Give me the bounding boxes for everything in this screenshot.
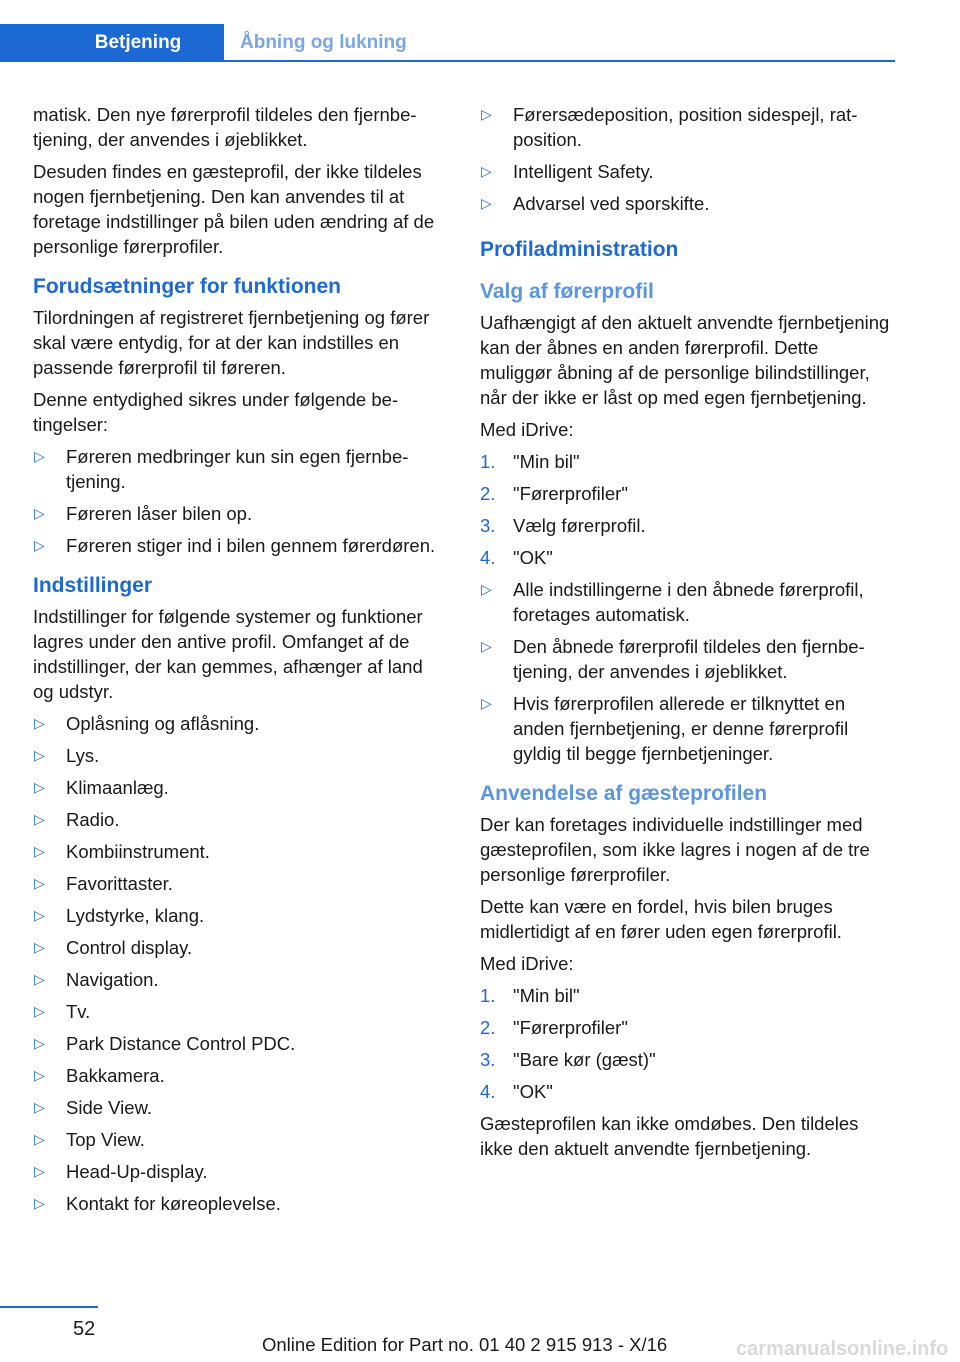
- header-bar: [0, 24, 895, 61]
- list-item-text: Føreren låser bilen op.: [66, 503, 253, 524]
- triangle-right-outline-icon: ▷: [34, 1195, 45, 1211]
- list-item: [33, 1095, 445, 1120]
- list-item: [33, 839, 445, 864]
- list-item-text: Lys.: [66, 745, 100, 766]
- list-item: [33, 807, 445, 832]
- list-item: [480, 102, 895, 152]
- list-item-text: Control display.: [66, 937, 193, 958]
- list-item-text: Side View.: [66, 1097, 153, 1118]
- step-text: "Min bil": [513, 985, 580, 1006]
- list-item: [33, 775, 445, 800]
- triangle-right-outline-icon: ▷: [34, 811, 45, 827]
- list-item-text: Oplåsning og aflåsning.: [66, 713, 260, 734]
- chapter-tab[interactable]: Åbning og lukning: [240, 32, 407, 53]
- header-rule: [0, 60, 895, 62]
- step-item: [480, 983, 895, 1008]
- list-item: [33, 967, 445, 992]
- edition-note: Online Edition for Part no. 01 40 2 915 913 - X/16: [262, 1334, 668, 1355]
- paragraph: Desuden findes en gæsteprofil, der ikke tildeles nogen fjernbetjening. Den kan anvendes til at foretage indstillinger på bilen uden ændring af de personlige førerprofiler.: [33, 161, 435, 257]
- triangle-right-outline-icon: ▷: [481, 695, 492, 711]
- list-item-text: Kontakt for køreoplevelse.: [66, 1193, 281, 1214]
- list-item-text: Favorittaster.: [66, 873, 173, 894]
- page-number: 52: [73, 1318, 96, 1340]
- heading-profiladministration: Profiladministration: [480, 238, 679, 261]
- triangle-right-outline-icon: ▷: [34, 505, 45, 521]
- step-item: [480, 1047, 895, 1072]
- list-item-text: Føreren medbringer kun sin egen fjernbetjening.: [66, 446, 409, 492]
- triangle-right-outline-icon: ▷: [34, 843, 45, 859]
- step-text: "OK": [513, 547, 553, 568]
- list-item: [33, 1191, 445, 1216]
- step-number: 2.: [480, 1017, 496, 1038]
- steps-list-2: [480, 983, 895, 1104]
- triangle-right-outline-icon: ▷: [34, 1163, 45, 1179]
- footer-rule: [0, 1306, 98, 1308]
- step-text: Vælg førerprofil.: [513, 515, 646, 536]
- list-item: [33, 444, 445, 494]
- triangle-right-outline-icon: ▷: [34, 1003, 45, 1019]
- step-item: [480, 481, 895, 506]
- paragraph: Indstillinger for følgende systemer og funktioner lagres under den antive profil. Omfanget af de indstillinger, der kan gemmes, afhænger af land og udstyr.: [33, 606, 423, 702]
- list-item: [480, 191, 895, 216]
- paragraph: matisk. Den nye førerprofil tildeles den fjernbetjening, der anvendes i øjeblikket.: [33, 104, 417, 150]
- triangle-right-outline-icon: ▷: [34, 747, 45, 763]
- step-item: [480, 1079, 895, 1104]
- list-item-text: Tv.: [66, 1001, 91, 1022]
- triangle-right-outline-icon: ▷: [34, 1035, 45, 1051]
- triangle-right-outline-icon: ▷: [34, 1131, 45, 1147]
- triangle-right-outline-icon: ▷: [34, 939, 45, 955]
- step-number: 4.: [480, 547, 496, 568]
- triangle-right-outline-icon: ▷: [34, 779, 45, 795]
- list-item-text: Radio.: [66, 809, 120, 830]
- settings-list: [33, 711, 445, 1216]
- list-item-text: Head-Up-display.: [66, 1161, 208, 1182]
- step-text: "OK": [513, 1081, 553, 1102]
- paragraph: Uafhængigt af den aktuelt anvendte fjernbetjening kan der åbnes en anden førerprofil. Dette muliggør åbning af de personlige bilindstillinger, når der ikke er låst op med egen fjernbetjening.: [480, 312, 890, 408]
- list-item: [33, 1063, 445, 1088]
- step-number: 1.: [480, 451, 496, 472]
- heading-valg-af-foererprofil: Valg af førerprofil: [480, 280, 654, 303]
- right-column: [480, 102, 895, 1168]
- paragraph: Dette kan være en fordel, hvis bilen bruges midlertidigt af en fører uden egen førerprofil.: [480, 896, 842, 942]
- step-number: 2.: [480, 483, 496, 504]
- step-number: 3.: [480, 515, 496, 536]
- triangle-right-outline-icon: ▷: [34, 715, 45, 731]
- triangle-right-outline-icon: ▷: [481, 163, 492, 179]
- list-item: [480, 577, 895, 627]
- list-item-text: Føreren stiger ind i bilen gennem førerdøren.: [66, 535, 436, 556]
- list-item: [33, 871, 445, 896]
- list-item: [480, 691, 895, 766]
- list-item-text: Navigation.: [66, 969, 159, 990]
- list-item: [33, 1159, 445, 1184]
- heading-indstillinger: Indstillinger: [33, 574, 153, 597]
- paragraph: Tilordningen af registreret fjernbetjening og fører skal være entydig, for at der kan indstilles en passende førerprofil til føreren.: [33, 307, 430, 378]
- triangle-right-outline-icon: ▷: [34, 448, 45, 464]
- list-item-text: Kombiinstrument.: [66, 841, 210, 862]
- watermark: carmanualsonline.info: [736, 1338, 949, 1360]
- list-item-text: Klimaanlæg.: [66, 777, 169, 798]
- step-text: "Bare kør (gæst)": [513, 1049, 656, 1070]
- paragraph: Denne entydighed sikres under følgende betingelser:: [33, 389, 399, 435]
- steps-list-1: [480, 449, 895, 570]
- list-item-text: Park Distance Control PDC.: [66, 1033, 296, 1054]
- conditions-list: [33, 444, 445, 558]
- settings-list-continued: [480, 102, 895, 216]
- triangle-right-outline-icon: ▷: [34, 1099, 45, 1115]
- step-item: [480, 1015, 895, 1040]
- list-item: [33, 935, 445, 960]
- list-item-text: Top View.: [66, 1129, 145, 1150]
- step-number: 3.: [480, 1049, 496, 1070]
- list-item-text: Bakkamera.: [66, 1065, 165, 1086]
- section-tab[interactable]: Betjening: [0, 24, 224, 62]
- left-column: [33, 102, 445, 1223]
- paragraph: Der kan foretages individuelle indstillinger med gæsteprofilen, som ikke lagres i nogen af de tre personlige førerprofiler.: [480, 814, 870, 885]
- step-item: [480, 449, 895, 474]
- triangle-right-outline-icon: ▷: [481, 195, 492, 211]
- list-item: [33, 1031, 445, 1056]
- triangle-right-outline-icon: ▷: [34, 537, 45, 553]
- step-number: 1.: [480, 985, 496, 1006]
- list-item-text: Advarsel ved sporskifte.: [513, 193, 710, 214]
- step-item: [480, 513, 895, 538]
- notes-list: [480, 577, 895, 766]
- paragraph: Med iDrive:: [480, 419, 574, 440]
- triangle-right-outline-icon: ▷: [34, 1067, 45, 1083]
- list-item-text: Intelligent Safety.: [513, 161, 654, 182]
- list-item: [33, 501, 445, 526]
- step-text: "Førerprofiler": [513, 1017, 628, 1038]
- paragraph: Med iDrive:: [480, 953, 574, 974]
- paragraph: Gæsteprofilen kan ikke omdøbes. Den tildeles ikke den aktuelt anvendte fjernbetjening.: [480, 1113, 859, 1159]
- heading-forudsaetninger: Forudsætninger for funktionen: [33, 275, 341, 298]
- list-item: [33, 743, 445, 768]
- step-item: [480, 545, 895, 570]
- list-item-text: Alle indstillingerne i den åbnede førerprofil, foretages automatisk.: [513, 579, 864, 625]
- list-item-text: Førersædeposition, position sidespejl, ratposition.: [513, 104, 858, 150]
- list-item: [33, 533, 445, 558]
- step-text: "Førerprofiler": [513, 483, 628, 504]
- heading-anvendelse-af-gaesteprofilen: Anvendelse af gæsteprofilen: [480, 782, 768, 805]
- list-item-text: Hvis førerprofilen allerede er tilknyttet en anden fjernbetjening, er denne førerprofil gyldig til begge fjernbetjeninger.: [513, 693, 849, 764]
- list-item-text: Den åbnede førerprofil tildeles den fjernbetjening, der anvendes i øjeblikket.: [513, 636, 865, 682]
- triangle-right-outline-icon: ▷: [481, 581, 492, 597]
- list-item: [33, 711, 445, 736]
- step-number: 4.: [480, 1081, 496, 1102]
- step-text: "Min bil": [513, 451, 580, 472]
- triangle-right-outline-icon: ▷: [34, 971, 45, 987]
- list-item: [480, 634, 895, 684]
- triangle-right-outline-icon: ▷: [481, 638, 492, 654]
- list-item: [480, 159, 895, 184]
- triangle-right-outline-icon: ▷: [34, 875, 45, 891]
- list-item: [33, 1127, 445, 1152]
- list-item: [33, 999, 445, 1024]
- triangle-right-outline-icon: ▷: [34, 907, 45, 923]
- triangle-right-outline-icon: ▷: [481, 106, 492, 122]
- list-item: [33, 903, 445, 928]
- list-item-text: Lydstyrke, klang.: [66, 905, 205, 926]
